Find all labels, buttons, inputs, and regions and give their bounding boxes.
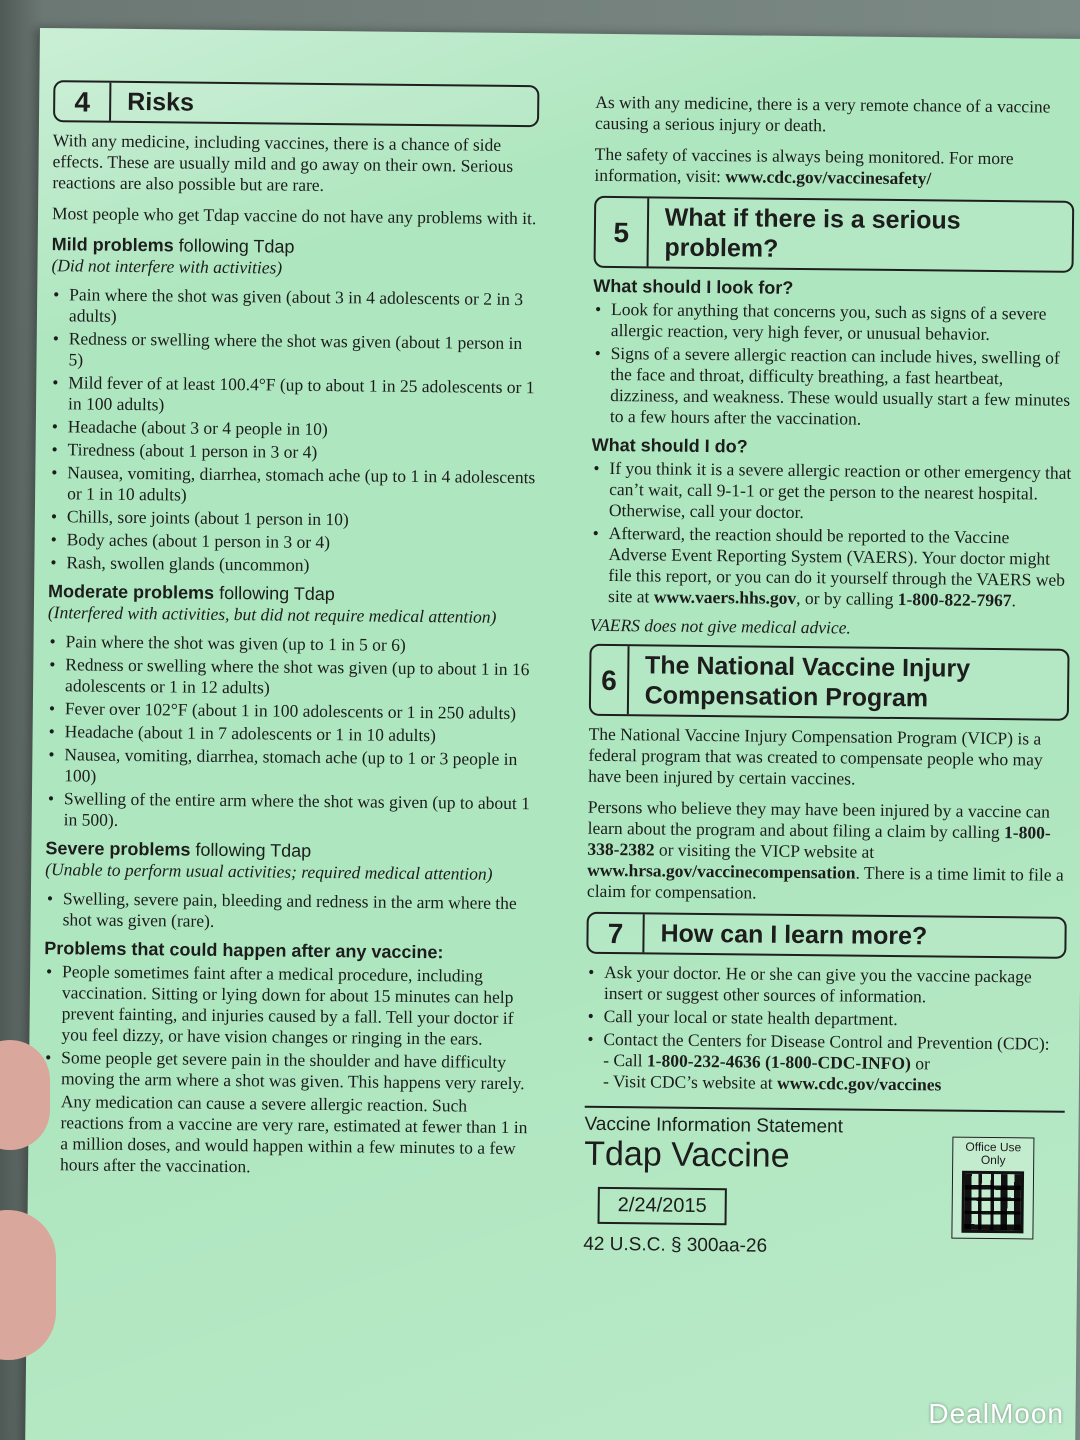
moderate-heading-bold: Moderate problems <box>47 581 215 603</box>
list-item: • Rash, swollen glands (uncommon) <box>48 552 534 578</box>
cdc-contact-text: • Contact the Centers for Disease Control and Prevention (CDC): <box>603 1028 1050 1054</box>
finger <box>0 1040 50 1150</box>
office-use-label: Office Use Only <box>965 1139 1022 1168</box>
vaers-phone: 1-800-822-7967 <box>897 589 1012 611</box>
vaers-link[interactable]: www.vaers.hhs.gov <box>653 586 797 608</box>
section-7-number: 7 <box>588 914 644 953</box>
right-column <box>583 92 1075 1260</box>
severe-heading-bold: Severe problems <box>45 838 191 860</box>
qr-code-icon <box>961 1171 1024 1234</box>
office-use-box <box>951 1137 1034 1240</box>
list-item: • Swelling of the entire arm where the shot was given (up to about 1 in 500). <box>46 788 532 835</box>
vis-date: 2/24/2015 <box>598 1187 727 1225</box>
vicp-text-c: . There is a time limit to file a claim for compensation. <box>586 862 1064 903</box>
vaers-mid: , or by calling <box>796 587 898 610</box>
cdc-vaccines-link[interactable]: www.cdc.gov/vaccines <box>777 1072 942 1095</box>
list-item: • Pain where the shot was given (up to 1 in 5 or 6) <box>47 631 533 657</box>
any-vaccine-list <box>42 961 530 1180</box>
list-item: • If you think it is a severe allergic reaction or other emergency that can’t wait, call 9-1-1 or get the person to the nearest hospital. Otherwise, call your doctor. <box>591 458 1072 526</box>
learn-more-list <box>585 962 1066 1097</box>
vis-label: Vaccine Information Statement <box>584 1113 844 1138</box>
watermark-logo: DealMoon <box>928 1398 1064 1429</box>
section-5-title: What if there is a serious problem? <box>664 203 961 263</box>
list-item: • Fever over 102°F (about 1 in 100 adolescents or 1 in 250 adults) <box>47 698 533 724</box>
moderate-heading-rest: following Tdap <box>214 582 335 605</box>
list-item: • Look for anything that concerns you, such as signs of a severe allergic reaction, very high fever, or unusual behavior. <box>593 299 1073 346</box>
section-6-header <box>589 644 1070 721</box>
section-6-title: The National Vaccine Injury Compensation Program <box>644 651 971 713</box>
list-item: • Signs of a severe allergic reaction can include hives, swelling of the face and throat, difficulty breathing, a fast heartbeat, dizziness, and weakness. These would usually start a few minutes to a few hours after the vaccination. <box>592 343 1073 432</box>
list-item: • Some people get severe pain in the shoulder and have difficulty moving the arm where a shot was given. This happens very rarely. <box>43 1047 529 1094</box>
vaers-end: . <box>1011 590 1016 611</box>
list-item: • Redness or swelling where the shot was given (up to about 1 in 16 adolescents or 1 in 12 adults) <box>47 654 533 701</box>
list-item: • Mild fever of at least 100.4°F (up to about 1 in 25 adolescents or 1 in 100 adults) <box>50 372 536 419</box>
section-7-title: How can I learn more? <box>660 919 928 951</box>
list-item: • Headache (about 1 in 7 adolescents or 1 in 10 adults) <box>47 721 533 747</box>
section-5-number: 5 <box>596 198 649 267</box>
any-vaccine-heading: Problems that could happen after any vaccine: <box>44 938 444 963</box>
list-item: • Redness or swelling where the shot was given (about 1 person in 5) <box>50 328 536 375</box>
section-7-header <box>586 912 1066 959</box>
mild-heading-rest: following Tdap <box>173 235 295 257</box>
vis-title: Tdap Vaccine <box>584 1134 790 1175</box>
list-item: • Chills, sore joints (about 1 person in 10) <box>49 506 535 532</box>
list-item: • Nausea, vomiting, diarrhea, stomach ache (up to 1 in 4 adolescents or 1 in 10 adults) <box>49 462 535 509</box>
call-suffix: or <box>910 1053 930 1074</box>
vis-footer <box>583 1114 1064 1260</box>
list-item: • Nausea, vomiting, diarrhea, stomach ache (up to 1 or 3 people in 100) <box>46 744 532 791</box>
list-item: • Pain where the shot was given (about 3 in 4 adolescents or 2 in 3 adults) <box>51 284 537 331</box>
vicp-text-a: Persons who believe they may have been injured by a vaccine can learn about the program and about filing a claim by calling <box>587 796 1051 843</box>
vaccine-information-sheet <box>25 28 1080 1440</box>
section-4-header <box>53 80 539 127</box>
section-4-number: 4 <box>55 82 111 121</box>
list-item: • People sometimes faint after a medical procedure, including vaccination. Sitting or lying down for about 15 minutes can help prevent fainting, and injuries caused by a fall. Tell your doctor if you feel dizzy, or have vision changes or ringing in the ears. <box>43 961 530 1050</box>
vaccinesafety-link[interactable]: www.cdc.gov/vaccinesafety/ <box>725 166 932 189</box>
severe-problems-list <box>45 888 531 935</box>
list-item: • Tiredness (about 1 person in 3 or 4) <box>49 439 535 465</box>
vicp-link[interactable]: www.hrsa.gov/vaccinecompensation <box>587 859 856 883</box>
list-item: • Body aches (about 1 person in 3 or 4) <box>49 529 535 555</box>
risks-intro: With any medicine, including vaccines, there is a chance of side effects. These are usually mild and go away on their own. Serious reactions are also possible but are rare. <box>52 130 514 195</box>
vaers-text: Afterward, the reaction should be reported to the Vaccine Adverse Event Reporting System (VAERS). Your doctor might file this report, or you can do it yourself through the VAERS web site at <box>607 522 1066 607</box>
finger <box>0 1210 56 1360</box>
list-item: • Any medication can cause a severe allergic reaction. Such reactions from a vaccine are very rare, estimated at fewer than 1 in a million doses, and would happen within a few minutes to a few hours after the vaccination. <box>42 1091 529 1180</box>
safety-monitoring-text <box>594 144 1074 191</box>
cdc-visit-line <box>603 1071 1065 1097</box>
moderate-problems-note: (Interfered with activities, but did not require medical attention) <box>47 602 497 627</box>
list-item: • Call your local or state health department. <box>586 1006 1066 1032</box>
cdc-phone: 1-800-232-4636 (1-800-CDC-INFO) <box>646 1050 911 1074</box>
section-5-header <box>594 196 1075 273</box>
vaers-note: VAERS does not give medical advice. <box>589 614 851 638</box>
moderate-problems-list <box>46 631 534 835</box>
look-for-heading: What should I look for? <box>593 275 794 298</box>
remote-chance-text: As with any medicine, there is a very remote chance of a vaccine causing a serious injury or death. <box>594 91 1051 136</box>
look-for-list <box>592 299 1073 432</box>
vicp-description: The National Vaccine Injury Compensation Program (VICP) is a federal program that was created to compensate people who may have been injured by certain vaccines. <box>588 723 1043 789</box>
severe-heading-rest: following Tdap <box>190 839 312 861</box>
holding-hand <box>0 1040 80 1440</box>
footer-divider <box>585 1106 1065 1113</box>
risks-tdap-intro: Most people who get Tdap vaccine do not have any problems with it. <box>51 203 537 229</box>
mild-heading-bold: Mild problems <box>51 234 174 256</box>
left-column <box>42 80 540 1188</box>
list-item <box>585 1029 1066 1097</box>
vicp-claim-text <box>587 797 1068 907</box>
mild-problems-note: (Did not interfere with activities) <box>51 255 283 278</box>
list-item <box>590 523 1071 612</box>
vicp-phone: 1-800-338-2382 <box>587 822 1051 860</box>
severe-problems-note: (Unable to perform usual activities; required medical attention) <box>45 859 493 884</box>
section-6-number: 6 <box>591 646 629 714</box>
call-prefix: - Call <box>603 1049 648 1071</box>
what-to-do-list <box>590 458 1072 612</box>
list-item: • Swelling, severe pain, bleeding and redness in the arm where the shot was given (rare). <box>45 888 531 935</box>
visit-prefix: - Visit CDC’s website at <box>602 1070 778 1093</box>
safety-text: The safety of vaccines is always being monitored. For more information, visit: <box>594 143 1014 187</box>
what-to-do-heading: What should I do? <box>591 434 748 457</box>
vicp-text-b: or visiting the VICP website at <box>654 839 875 862</box>
list-item: • Headache (about 3 or 4 people in 10) <box>50 416 536 442</box>
statute-reference: 42 U.S.C. § 300aa-26 <box>583 1233 768 1257</box>
list-item: • Ask your doctor. He or she can give you the vaccine package insert or suggest other sources of information. <box>586 962 1066 1009</box>
mild-problems-list <box>48 284 537 578</box>
section-4-title: Risks <box>127 87 195 117</box>
